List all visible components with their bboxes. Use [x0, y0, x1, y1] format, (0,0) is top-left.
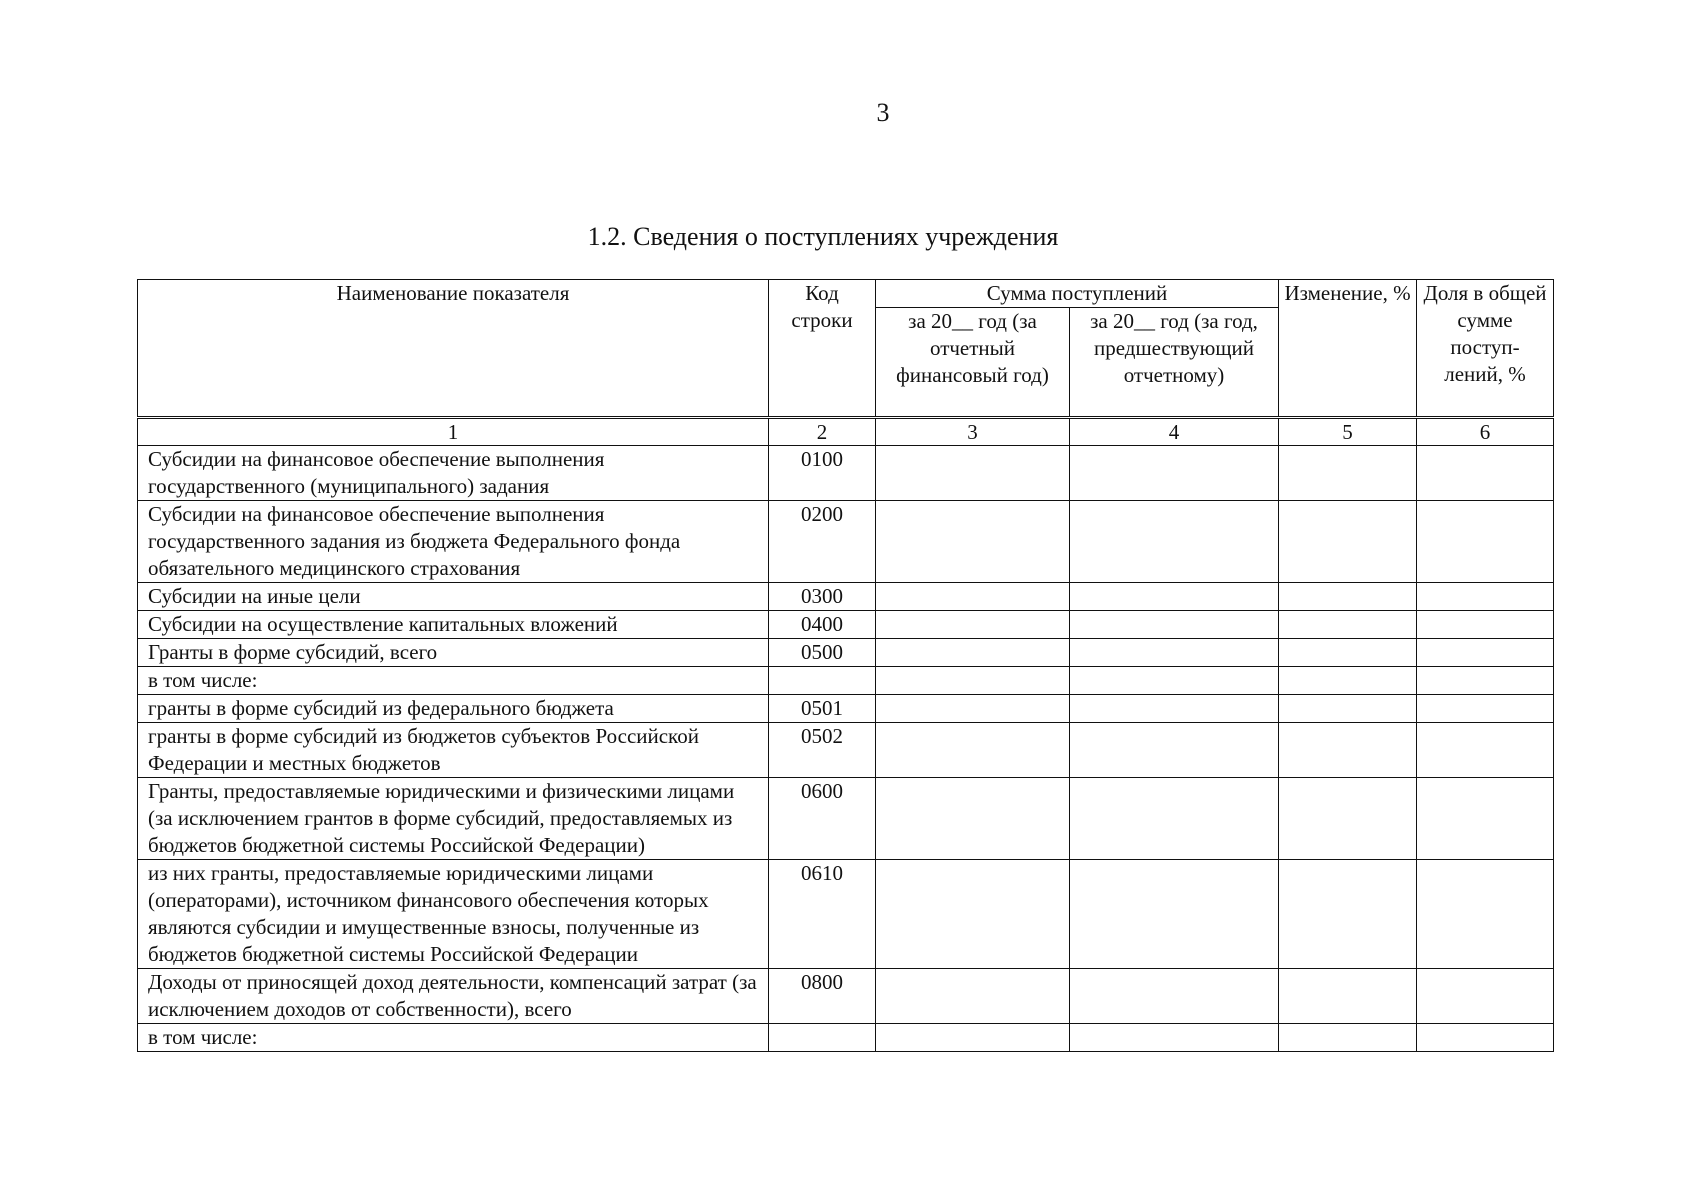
- cell-previous-year: [1070, 778, 1279, 860]
- column-number: 4: [1070, 418, 1279, 446]
- row-name: Субсидии на осуществление капитальных вложений: [138, 611, 769, 639]
- header-change: Изменение, %: [1279, 280, 1417, 418]
- cell-share: [1417, 969, 1554, 1024]
- header-name: Наименование показателя: [138, 280, 769, 418]
- table-row: [138, 639, 1554, 667]
- table-row: [138, 583, 1554, 611]
- row-name: из них гранты, предоставляемые юридическими лицами (операторами), источником финансового обеспечения которых являются субсидии и имущественные взносы, полученные из бюджетов бюджетной системы Российской Федерации: [138, 860, 769, 969]
- header-current-year: за 20__ год (за отчетный финансовый год): [876, 308, 1070, 418]
- section-title: 1.2. Сведения о поступлениях учреждения: [587, 222, 1059, 251]
- cell-previous-year: [1070, 695, 1279, 723]
- table-row: [138, 860, 1554, 969]
- cell-change: [1279, 1024, 1417, 1052]
- cell-change: [1279, 611, 1417, 639]
- column-numbers-row: [138, 418, 1554, 446]
- page-number: 3: [876, 98, 890, 127]
- cell-current-year: [876, 1024, 1070, 1052]
- row-code: 0100: [769, 446, 876, 501]
- cell-share: [1417, 611, 1554, 639]
- cell-previous-year: [1070, 583, 1279, 611]
- cell-current-year: [876, 723, 1070, 778]
- cell-share: [1417, 446, 1554, 501]
- table-row: [138, 611, 1554, 639]
- row-name: Гранты, предоставляемые юридическими и физическими лицами (за исключением грантов в форме субсидий, предоставляемых из бюджетов бюджетной системы Российской Федерации): [138, 778, 769, 860]
- row-name: Субсидии на финансовое обеспечение выполнения государственного (муниципального) задания: [138, 446, 769, 501]
- table-row: [138, 501, 1554, 583]
- cell-change: [1279, 639, 1417, 667]
- row-name: в том числе:: [138, 667, 769, 695]
- row-name: в том числе:: [138, 1024, 769, 1052]
- cell-change: [1279, 778, 1417, 860]
- row-name: Субсидии на иные цели: [138, 583, 769, 611]
- header-share: Доля в общей сумме поступ- лений, %: [1417, 280, 1554, 418]
- cell-change: [1279, 583, 1417, 611]
- cell-current-year: [876, 778, 1070, 860]
- cell-current-year: [876, 611, 1070, 639]
- table-row: [138, 1024, 1554, 1052]
- cell-current-year: [876, 860, 1070, 969]
- column-number: 5: [1279, 418, 1417, 446]
- cell-previous-year: [1070, 501, 1279, 583]
- cell-share: [1417, 667, 1554, 695]
- cell-previous-year: [1070, 446, 1279, 501]
- column-number: 2: [769, 418, 876, 446]
- cell-current-year: [876, 667, 1070, 695]
- row-code: 0400: [769, 611, 876, 639]
- row-code: 0500: [769, 639, 876, 667]
- cell-share: [1417, 639, 1554, 667]
- header-previous-year: за 20__ год (за год, предшествующий отчетному): [1070, 308, 1279, 418]
- table-row: [138, 969, 1554, 1024]
- cell-previous-year: [1070, 611, 1279, 639]
- table-row: [138, 778, 1554, 860]
- header-sum-group: Сумма поступлений: [876, 280, 1279, 308]
- cell-share: [1417, 723, 1554, 778]
- row-name: Гранты в форме субсидий, всего: [138, 639, 769, 667]
- cell-share: [1417, 1024, 1554, 1052]
- cell-change: [1279, 695, 1417, 723]
- cell-current-year: [876, 446, 1070, 501]
- cell-previous-year: [1070, 667, 1279, 695]
- row-code: 0200: [769, 501, 876, 583]
- row-code: [769, 667, 876, 695]
- cell-current-year: [876, 639, 1070, 667]
- cell-share: [1417, 695, 1554, 723]
- cell-change: [1279, 446, 1417, 501]
- cell-previous-year: [1070, 1024, 1279, 1052]
- cell-share: [1417, 860, 1554, 969]
- cell-share: [1417, 583, 1554, 611]
- row-code: 0502: [769, 723, 876, 778]
- cell-change: [1279, 723, 1417, 778]
- cell-previous-year: [1070, 639, 1279, 667]
- cell-current-year: [876, 969, 1070, 1024]
- cell-current-year: [876, 501, 1070, 583]
- cell-change: [1279, 969, 1417, 1024]
- column-number: 3: [876, 418, 1070, 446]
- cell-previous-year: [1070, 723, 1279, 778]
- row-name: гранты в форме субсидий из бюджетов субъектов Российской Федерации и местных бюджетов: [138, 723, 769, 778]
- cell-change: [1279, 501, 1417, 583]
- row-code: 0610: [769, 860, 876, 969]
- cell-current-year: [876, 695, 1070, 723]
- row-code: [769, 1024, 876, 1052]
- row-name: гранты в форме субсидий из федерального бюджета: [138, 695, 769, 723]
- table-row: [138, 695, 1554, 723]
- table-row: [138, 723, 1554, 778]
- column-number: 6: [1417, 418, 1554, 446]
- row-code: 0800: [769, 969, 876, 1024]
- row-name: Субсидии на финансовое обеспечение выполнения государственного задания из бюджета Федерального фонда обязательного медицинского страхования: [138, 501, 769, 583]
- table-row: [138, 446, 1554, 501]
- table-row: [138, 667, 1554, 695]
- cell-share: [1417, 778, 1554, 860]
- row-code: 0501: [769, 695, 876, 723]
- header-code: Код строки: [769, 280, 876, 418]
- column-number: 1: [138, 418, 769, 446]
- row-name: Доходы от приносящей доход деятельности, компенсаций затрат (за исключением доходов от собственности), всего: [138, 969, 769, 1024]
- cell-previous-year: [1070, 860, 1279, 969]
- row-code: 0600: [769, 778, 876, 860]
- cell-current-year: [876, 583, 1070, 611]
- row-code: 0300: [769, 583, 876, 611]
- receipts-table: [137, 279, 1554, 1052]
- cell-previous-year: [1070, 969, 1279, 1024]
- cell-change: [1279, 860, 1417, 969]
- cell-change: [1279, 667, 1417, 695]
- cell-share: [1417, 501, 1554, 583]
